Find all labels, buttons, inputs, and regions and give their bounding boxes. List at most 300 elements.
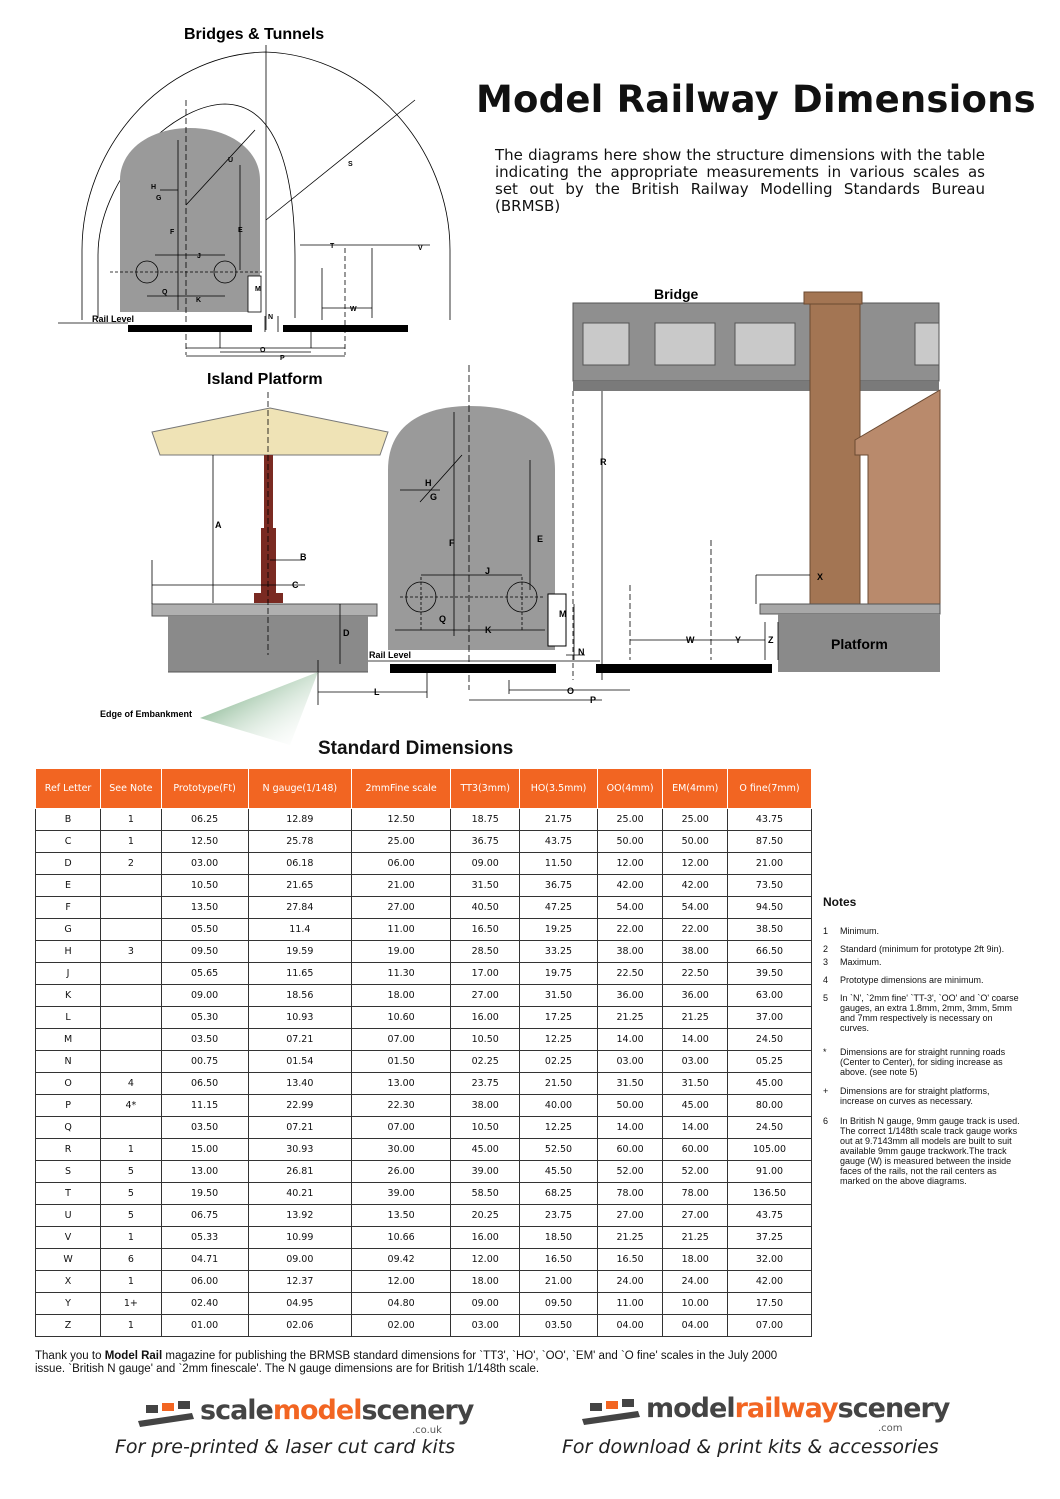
table-cell: 21.00 [520,1271,598,1293]
table-cell: 40.50 [451,897,520,919]
column-header: O fine(7mm) [727,769,811,809]
tunnel-title: Bridges & Tunnels [184,26,325,43]
table-cell: 18.56 [248,985,352,1007]
table-cell: 19.00 [352,941,451,963]
table-cell: 31.50 [451,875,520,897]
label-T: T [330,243,335,250]
label-F: F [170,229,175,236]
table-cell: 23.75 [451,1073,520,1095]
table-row [36,1271,812,1293]
table-cell: 12.00 [663,853,728,875]
table-cell: 25.00 [597,809,663,831]
table-cell [101,919,162,941]
table-cell: 27.84 [248,897,352,919]
table-cell: 30.00 [352,1139,451,1161]
table-cell: 22.50 [597,963,663,985]
table-cell: 87.50 [727,831,811,853]
table-cell [101,897,162,919]
table-cell: 21.65 [248,875,352,897]
note-item [823,926,1023,936]
brand-left-a: scale [200,1395,273,1426]
table-cell: 54.00 [663,897,728,919]
note-text: Dimensions are for straight platforms, increase on curves as necessary. [840,1086,990,1106]
table-cell: 37.00 [727,1007,811,1029]
table-cell: 05.25 [727,1051,811,1073]
brand-right-b: railway [734,1393,838,1424]
table-cell: 42.00 [597,875,663,897]
table-cell [101,985,162,1007]
bridge-structure [573,286,940,680]
table-cell: 11.65 [248,963,352,985]
table-row [36,1051,812,1073]
table-cell: 10.50 [161,875,248,897]
table-cell: 07.21 [248,1117,352,1139]
table-cell: 50.00 [597,831,663,853]
column-header: 2mmFine scale [352,769,451,809]
table-cell: 09.42 [352,1249,451,1271]
column-header: HO(3.5mm) [520,769,598,809]
table-cell: 58.50 [451,1183,520,1205]
table-cell: K [36,985,101,1007]
table-cell: 14.00 [663,1029,728,1051]
table-cell: B [36,809,101,831]
table-cell: 39.00 [352,1183,451,1205]
table-cell [101,963,162,985]
table-cell [101,1007,162,1029]
table-cell: 02.00 [352,1315,451,1337]
table-row [36,1227,812,1249]
table-cell: 5 [101,1161,162,1183]
table-cell: 105.00 [727,1139,811,1161]
table-cell: 38.00 [597,941,663,963]
label-K-island: K [485,625,492,635]
table-cell: 09.00 [248,1249,352,1271]
notes-list [823,926,1023,1196]
table-cell: X [36,1271,101,1293]
table-cell: N [36,1051,101,1073]
label-P-island: P [590,695,597,705]
table-cell: P [36,1095,101,1117]
note-item [823,944,1023,954]
table-cell: 01.54 [248,1051,352,1073]
table-cell: 21.25 [597,1227,663,1249]
table-row [36,963,812,985]
label-C: C [292,580,299,590]
table-cell: 25.78 [248,831,352,853]
table-cell: 10.66 [352,1227,451,1249]
brand-left-c: scenery [361,1395,474,1426]
table-cell: 78.00 [597,1183,663,1205]
table-cell: 16.50 [520,1249,598,1271]
rail-level-label: Rail Level [92,314,135,324]
table-cell: 3 [101,941,162,963]
table-cell: 04.95 [248,1293,352,1315]
table-cell: 05.33 [161,1227,248,1249]
label-N: N [268,314,274,321]
acknowledgement [35,1350,805,1376]
table-cell: 33.25 [520,941,598,963]
table-cell: 21.25 [663,1007,728,1029]
table-cell: 10.60 [352,1007,451,1029]
table-cell: J [36,963,101,985]
table-cell: 07.00 [352,1029,451,1051]
table-cell: 12.89 [248,809,352,831]
note-number: 4 [823,975,829,985]
table-cell: 22.50 [663,963,728,985]
table-row [36,1293,812,1315]
table-cell: 07.00 [727,1315,811,1337]
column-header: Prototype(Ft) [161,769,248,809]
table-cell: 10.50 [451,1029,520,1051]
table-cell: 28.50 [451,941,520,963]
table-cell: 1 [101,1315,162,1337]
table-cell: S [36,1161,101,1183]
table-cell: 66.50 [727,941,811,963]
table-cell: 03.50 [161,1029,248,1051]
table-cell: 05.30 [161,1007,248,1029]
table-cell: 21.00 [727,853,811,875]
label-M: M [255,286,261,293]
table-cell: 12.00 [451,1249,520,1271]
table-cell: 40.00 [520,1095,598,1117]
island-platform-diagram [100,365,772,745]
table-cell: 13.40 [248,1073,352,1095]
label-B: B [300,552,307,562]
table-cell: 06.25 [161,809,248,831]
label-E-island: E [537,534,544,544]
table-cell: 19.25 [520,919,598,941]
intro-paragraph: The diagrams here show the structure dimensions with the table indicating the appropriate measurements in various scales as set out by the British Railway Modelling Standards Bureau (BRMSB) [495,146,985,215]
table-cell: 26.00 [352,1161,451,1183]
table-cell [101,1051,162,1073]
table-cell: 11.4 [248,919,352,941]
note-number: 2 [823,944,829,954]
table-cell: 11.00 [352,919,451,941]
table-cell: 16.50 [597,1249,663,1271]
note-item [823,993,1023,1033]
table-cell: 21.00 [352,875,451,897]
table-cell: 78.00 [663,1183,728,1205]
label-O: O [260,347,266,354]
ack-magazine: Model Rail [104,1350,163,1362]
table-cell: 6 [101,1249,162,1271]
table-row [36,1205,812,1227]
table-cell: 06.00 [352,853,451,875]
table-cell: 24.00 [597,1271,663,1293]
label-X: X [817,572,824,582]
table-cell: 12.25 [520,1117,598,1139]
table-row [36,1139,812,1161]
table-cell: 22.00 [663,919,728,941]
table-cell: 43.75 [727,809,811,831]
label-S: S [348,161,353,168]
table-cell: 52.00 [663,1161,728,1183]
table-cell: 18.00 [352,985,451,1007]
table-cell: 32.00 [727,1249,811,1271]
label-O-island: O [567,686,575,696]
table-cell: 07.00 [352,1117,451,1139]
table-cell: 25.00 [663,809,728,831]
table-row [36,831,812,853]
table-cell: 10.50 [451,1117,520,1139]
table-cell: 09.50 [520,1293,598,1315]
brand-right-domain: .com [878,1423,903,1434]
ack-rest: magazine for publishing the BRMSB standard dimensions for `TT3', `HO', `OO', `EM' and `O fine' scales in the July 2000 issue. `British N gauge' and `2mm finescale'. The N gauge dimensions are for British 1/148th scale. [35,1350,778,1375]
note-number: 1 [823,926,829,936]
table-cell: 27.00 [597,1205,663,1227]
track-logo-icon-2 [582,1399,644,1431]
label-K: K [196,297,202,304]
tagline-left: For pre-printed & laser cut card kits [115,1436,456,1458]
table-cell: 04.80 [352,1293,451,1315]
table-cell: U [36,1205,101,1227]
label-D: D [343,628,350,638]
table-cell: 1 [101,1271,162,1293]
table-cell: 39.00 [451,1161,520,1183]
table-cell: 40.21 [248,1183,352,1205]
table-cell: 05.65 [161,963,248,985]
table-cell: 23.75 [520,1205,598,1227]
label-V: V [418,245,423,252]
note-text: Maximum. [840,957,882,967]
table-cell: 06.00 [161,1271,248,1293]
table-cell: 14.00 [597,1117,663,1139]
table-cell: 03.50 [520,1315,598,1337]
table-cell: 45.00 [451,1139,520,1161]
table-cell: 60.00 [663,1139,728,1161]
table-cell: 05.50 [161,919,248,941]
table-cell: 20.25 [451,1205,520,1227]
table-cell: 45.00 [727,1073,811,1095]
table-cell: V [36,1227,101,1249]
table-row [36,919,812,941]
table-cell: 36.00 [597,985,663,1007]
label-W-bridge: W [686,635,695,645]
table-cell [101,1029,162,1051]
column-header: EM(4mm) [663,769,728,809]
table-cell: 31.50 [520,985,598,1007]
table-cell: 13.00 [161,1161,248,1183]
table-cell: 38.00 [451,1095,520,1117]
table-cell: 27.00 [663,1205,728,1227]
table-cell: 36.00 [663,985,728,1007]
label-Z: Z [768,635,774,645]
table-cell: 09.00 [451,1293,520,1315]
notes-title: Notes [823,895,857,909]
table-cell: 19.50 [161,1183,248,1205]
table-cell: 1 [101,1227,162,1249]
ack-prefix: Thank you to [35,1350,105,1362]
table-cell: Q [36,1117,101,1139]
brand-left-b: model [272,1395,362,1426]
logo-modelrailwayscenery[interactable] [582,1393,950,1434]
table-cell: 27.00 [451,985,520,1007]
table-cell: G [36,919,101,941]
table-cell: 24.00 [663,1271,728,1293]
table-cell: 12.50 [352,809,451,831]
table-cell: 02.25 [520,1051,598,1073]
table-row [36,897,812,919]
note-text: Minimum. [840,926,880,936]
logo-scalemodelscenery[interactable] [138,1395,474,1436]
note-item [823,975,1023,985]
table-cell: 04.00 [597,1315,663,1337]
table-cell: 27.00 [352,897,451,919]
label-E: E [238,227,243,234]
table-row [36,1117,812,1139]
table-cell: 43.75 [520,831,598,853]
table-row [36,853,812,875]
note-item [823,957,1023,967]
table-cell: 25.00 [352,831,451,853]
table-cell: 14.00 [663,1117,728,1139]
table-cell: 00.75 [161,1051,248,1073]
note-text: In `N', `2mm fine' `TT-3', `OO' and `O' coarse gauges, an extra 1.8mm, 2mm, 3mm, 5mm and 7mm respectively is necessary on curves. [840,993,1019,1033]
table-row [36,1249,812,1271]
note-item [823,1116,1023,1186]
table-cell: 45.00 [663,1095,728,1117]
table-cell: 19.59 [248,941,352,963]
island-platform-title: Island Platform [207,371,323,388]
table-cell: 43.75 [727,1205,811,1227]
table-cell: 12.50 [161,831,248,853]
table-cell: 03.00 [597,1051,663,1073]
table-cell: 54.00 [597,897,663,919]
rail-level-label-2: Rail Level [369,650,412,660]
label-A: A [215,520,222,530]
table-row [36,1315,812,1337]
brand-left-domain: .co.uk [412,1425,442,1436]
column-header: See Note [101,769,162,809]
table-cell: 03.00 [663,1051,728,1073]
table-cell: 18.00 [663,1249,728,1271]
table-cell: 39.50 [727,963,811,985]
table-cell: 4 [101,1073,162,1095]
page-title: Model Railway Dimensions [476,78,1036,121]
table-cell: 31.50 [597,1073,663,1095]
label-Q-island: Q [439,614,447,624]
table-cell: 01.50 [352,1051,451,1073]
table-cell: 14.00 [597,1029,663,1051]
table-cell: 12.00 [352,1271,451,1293]
table-cell: 17.00 [451,963,520,985]
label-G-island: G [430,492,438,502]
label-W: W [350,306,357,313]
table-cell: 94.50 [727,897,811,919]
table-cell: 13.00 [352,1073,451,1095]
table-cell: Z [36,1315,101,1337]
table-cell: 24.50 [727,1117,811,1139]
table-row [36,1029,812,1051]
table-cell: M [36,1029,101,1051]
table-cell: 5 [101,1205,162,1227]
column-header: Ref Letter [36,769,101,809]
table-row [36,1073,812,1095]
note-item [823,1047,1023,1077]
table-cell: 07.21 [248,1029,352,1051]
table-cell: T [36,1183,101,1205]
table-title: Standard Dimensions [318,738,514,759]
table-cell: 12.00 [597,853,663,875]
table-cell: 11.50 [520,853,598,875]
table-cell: 10.93 [248,1007,352,1029]
track-logo-icon [138,1401,198,1433]
table-cell: 38.50 [727,919,811,941]
table-cell: 10.99 [248,1227,352,1249]
column-header: TT3(3mm) [451,769,520,809]
note-number: 6 [823,1116,829,1126]
table-cell: 01.00 [161,1315,248,1337]
label-M-island: M [559,609,567,619]
label-J-island: J [485,566,491,576]
table-cell: 63.00 [727,985,811,1007]
table-cell: E [36,875,101,897]
table-cell: 42.00 [663,875,728,897]
table-cell: 18.00 [451,1271,520,1293]
label-N-island: N [578,647,585,657]
label-F-island: F [449,538,455,548]
edge-of-embankment-label: Edge of Embankment [100,709,193,719]
table-cell: 1 [101,809,162,831]
label-P: P [280,355,285,362]
brand-right-c: scenery [837,1393,950,1424]
table-cell: 06.18 [248,853,352,875]
table-cell: O [36,1073,101,1095]
table-cell: 02.06 [248,1315,352,1337]
label-Y: Y [735,635,742,645]
table-row [36,1161,812,1183]
note-text: In British N gauge, 9mm gauge track is used. The correct 1/148th scale track gauge works out at 9.7143mm all models are built to suit available 9mm gauge trackwork.The track gauge (W) is measured between the inside faces of the rails, not the rail centers as marked on the above diagrams. [840,1116,1020,1186]
table-cell: W [36,1249,101,1271]
table-cell: 10.00 [663,1293,728,1315]
table-cell: 1+ [101,1293,162,1315]
table-cell: 21.50 [520,1073,598,1095]
table-cell: 42.00 [727,1271,811,1293]
bridge-label: Bridge [654,286,699,302]
table-cell: 04.00 [663,1315,728,1337]
table-row [36,875,812,897]
table-cell: 02.25 [451,1051,520,1073]
table-cell: 21.75 [520,809,598,831]
table-cell: 38.00 [663,941,728,963]
table-cell: 13.50 [161,897,248,919]
table-cell: 136.50 [727,1183,811,1205]
table-cell: Y [36,1293,101,1315]
table-body [36,809,812,1337]
tunnel-diagram [58,26,450,362]
table-cell: 16.00 [451,1227,520,1249]
table-cell: 26.81 [248,1161,352,1183]
table-cell: 13.50 [352,1205,451,1227]
table-cell: 31.50 [663,1073,728,1095]
table-cell: 03.00 [451,1315,520,1337]
table-cell: 03.50 [161,1117,248,1139]
table-cell: 47.25 [520,897,598,919]
table-cell: 4* [101,1095,162,1117]
table-cell: 11.00 [597,1293,663,1315]
table-cell: 80.00 [727,1095,811,1117]
note-text: Prototype dimensions are minimum. [840,975,984,985]
table-row [36,1183,812,1205]
table-row [36,941,812,963]
table-cell: 13.92 [248,1205,352,1227]
table-row [36,985,812,1007]
table-cell: D [36,853,101,875]
table-cell: 06.50 [161,1073,248,1095]
column-header: N gauge(1/148) [248,769,352,809]
table-cell [101,1117,162,1139]
table-cell: 04.71 [161,1249,248,1271]
